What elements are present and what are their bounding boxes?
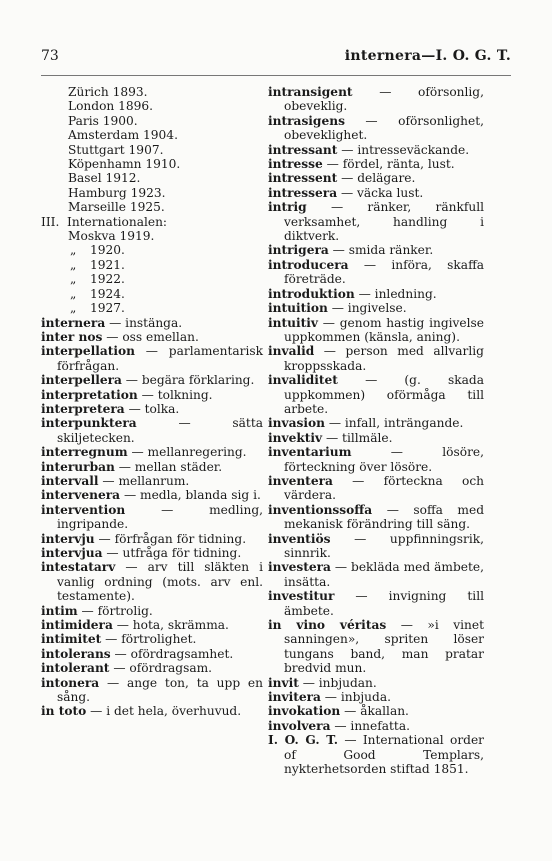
dictionary-entry <box>268 431 484 445</box>
dictionary-entry <box>268 157 484 171</box>
dictionary-entry <box>41 532 263 546</box>
dictionary-entry <box>268 690 484 704</box>
definition: — ränker, ränkfull verksamhet, handling i diktverk. <box>284 200 484 244</box>
definition: — oförsonlig, obeveklig. <box>284 85 484 114</box>
headword: invaliditet <box>268 373 338 388</box>
dictionary-entry <box>41 488 263 502</box>
headword: intrasigens <box>268 113 345 128</box>
headword: inventionssoffa <box>268 502 373 517</box>
headword: intervju <box>41 531 95 546</box>
dictionary-entry <box>41 330 263 344</box>
headword: interpellation <box>41 344 135 359</box>
headword: invektiv <box>268 430 323 445</box>
dictionary-entry <box>268 200 484 243</box>
dictionary-entry <box>41 388 263 402</box>
definition: — medla, blanda sig i. <box>120 488 261 503</box>
dictionary-entry <box>268 589 484 618</box>
headword: interpellera <box>41 373 122 388</box>
dictionary-entry <box>268 416 484 430</box>
headword: investera <box>268 560 331 575</box>
dictionary-entry <box>41 661 263 675</box>
congress-city: Köpenhamn 1910. <box>68 157 181 172</box>
ditto-mark: „ <box>70 257 77 272</box>
definition: — parlamentarisk förfrågan. <box>57 344 263 373</box>
dictionary-entry <box>268 719 484 733</box>
definition: — utfråga för tidning. <box>102 546 242 560</box>
headword: intestatarv <box>41 560 116 575</box>
definition: — införa, skaffa företräde. <box>284 257 484 287</box>
definition: — tillmäle. <box>322 430 393 445</box>
congress-city: Stuttgart 1907. <box>68 142 164 157</box>
right-column <box>268 85 484 777</box>
definition: — fördel, ränta, lust. <box>322 157 455 172</box>
definition: — väcka lust. <box>337 185 424 200</box>
dictionary-entry <box>268 301 484 315</box>
definition: — inbjuda. <box>320 690 391 705</box>
section-heading <box>41 215 263 229</box>
headword: introducera <box>268 257 349 272</box>
dictionary-entry <box>41 416 263 445</box>
congress-city: Basel 1912. <box>68 171 141 186</box>
headword: intrig <box>268 200 307 215</box>
headword: invokation <box>268 704 341 719</box>
page-header <box>41 48 511 70</box>
headword: interurban <box>41 459 115 474</box>
headword: in toto <box>41 704 87 719</box>
congress-city: Zürich 1893. <box>68 85 148 99</box>
definition: — intresseväckande. <box>337 142 470 157</box>
definition: — soffa med mekanisk förändring till säng. <box>284 502 484 532</box>
ditto-mark: „ <box>70 301 77 316</box>
headword: I. O. G. T. <box>268 733 339 748</box>
definition: — ange ton, ta upp en sång. <box>57 675 263 705</box>
definition: — delägare. <box>337 171 416 186</box>
dictionary-entry <box>41 344 263 373</box>
headword: involvera <box>268 718 331 733</box>
dictionary-entry <box>268 618 484 676</box>
headword: intolerant <box>41 661 110 676</box>
congress-year <box>41 272 263 286</box>
definition: — mellan städer. <box>114 459 223 474</box>
definition: — begära förklaring. <box>121 373 255 388</box>
dictionary-entry <box>268 474 484 503</box>
congress-city: London 1896. <box>68 99 154 114</box>
definition: — medling, ingripande. <box>57 502 263 532</box>
definition: — sätta skiljetecken. <box>57 416 263 445</box>
congress-year <box>41 258 263 272</box>
dictionary-entry <box>268 445 484 474</box>
headword: intervention <box>41 502 126 517</box>
ditto-mark: „ <box>70 272 77 287</box>
definition: — (g. skada uppkommen) oförmåga till arbete. <box>284 373 484 416</box>
dictionary-entry <box>268 243 484 257</box>
headword: intuition <box>268 301 328 316</box>
definition: — tolkning. <box>137 387 213 402</box>
headword: intonera <box>41 675 100 690</box>
headword: interpunktera <box>41 416 137 431</box>
definition: — invigning till ämbete. <box>284 589 484 618</box>
dictionary-entry <box>268 258 484 287</box>
ditto-mark: „ <box>70 286 77 301</box>
dictionary-entry <box>41 402 263 416</box>
headword: invitera <box>268 690 321 705</box>
dictionary-entry <box>268 316 484 345</box>
dictionary-entry <box>41 373 263 387</box>
headword: internera <box>41 315 106 330</box>
dictionary-entry <box>41 316 263 330</box>
definition: — oss emellan. <box>102 329 199 344</box>
dictionary-entry <box>41 704 263 718</box>
definition: — tolka. <box>124 401 180 416</box>
headword: in vino véritas <box>268 618 387 633</box>
definition: — »i vinet sanningen», spriten löser tungans band, man pratar bredvid mun. <box>284 618 484 676</box>
dictionary-entry <box>268 171 484 185</box>
congress-city: Hamburg 1923. <box>68 185 166 200</box>
headword: inter nos <box>41 329 103 344</box>
headword: intimidera <box>41 618 113 633</box>
headword: intransigent <box>268 85 353 99</box>
definition: — ofördragsam. <box>109 661 213 676</box>
headword: intrigera <box>268 243 329 258</box>
definition: — inbjudan. <box>298 675 377 690</box>
headword: introduktion <box>268 286 355 301</box>
year-value: 1920. <box>90 243 125 258</box>
headword: inventera <box>268 473 333 488</box>
dictionary-entry <box>268 344 484 373</box>
definition: — förteckna och värdera. <box>284 473 484 503</box>
dictionary-entry <box>41 676 263 705</box>
definition: — instänga. <box>105 315 183 330</box>
dictionary-entry <box>41 460 263 474</box>
headword: interpretation <box>41 387 138 402</box>
headword: intervall <box>41 473 99 488</box>
dictionary-entry <box>268 704 484 718</box>
headword: intressera <box>268 185 338 200</box>
dictionary-entry <box>41 546 263 560</box>
headword: inventarium <box>268 445 352 460</box>
congress-year <box>41 287 263 301</box>
dictionary-entry <box>268 373 484 416</box>
dictionary-entry <box>268 560 484 589</box>
headword: intervjua <box>41 546 103 560</box>
headword: invasion <box>268 416 325 431</box>
definition: — hota, skrämma. <box>112 618 229 633</box>
congress-city: Marseille 1925. <box>68 200 165 215</box>
dictionary-entry <box>268 114 484 143</box>
headword: intresse <box>268 157 323 172</box>
dictionary-entry <box>41 647 263 661</box>
congress-year <box>41 243 263 257</box>
definition: — lösöre, förteckning över lösöre. <box>284 445 484 474</box>
definition: — förtrolig. <box>77 603 153 618</box>
headword: intressent <box>268 171 338 186</box>
headword: invalid <box>268 344 315 359</box>
dictionary-entry <box>41 560 263 603</box>
year-value: 1922. <box>90 272 125 287</box>
dictionary-entry <box>268 143 484 157</box>
year-value: 1924. <box>90 286 125 301</box>
page-number: 73 <box>41 48 59 64</box>
definition: — mellanregering. <box>127 445 247 460</box>
ditto-mark: „ <box>70 243 77 258</box>
definition: — åkallan. <box>340 704 409 719</box>
definition: — International order of Good Templars, nykterhetsorden stiftad 1851. <box>284 733 484 777</box>
headword: intuitiv <box>268 315 318 330</box>
header-rule <box>41 75 511 76</box>
dictionary-entry <box>268 287 484 301</box>
year-value: 1921. <box>90 257 125 272</box>
headword: investitur <box>268 589 335 604</box>
year-value: 1927. <box>90 301 125 316</box>
running-head: internera—I. O. G. T. <box>344 48 511 64</box>
dictionary-entry <box>268 676 484 690</box>
congress-city: Moskva 1919. <box>68 229 155 244</box>
headword: inventiös <box>268 531 331 546</box>
headword: invit <box>268 675 299 690</box>
dictionary-entry <box>41 503 263 532</box>
definition: — innefatta. <box>330 718 410 733</box>
definition: — smida ränker. <box>328 243 434 258</box>
definition: — ofördragsamhet. <box>110 646 234 661</box>
headword: intressant <box>268 142 338 157</box>
dictionary-entry <box>268 85 484 114</box>
dictionary-entry <box>268 503 484 532</box>
dictionary-entry <box>41 632 263 646</box>
headword: interpretera <box>41 401 125 416</box>
section-number: III. <box>41 214 60 229</box>
headword: interregnum <box>41 445 128 460</box>
dictionary-entry <box>41 618 263 632</box>
dictionary-entry <box>41 445 263 459</box>
definition: — person med allvarlig kroppsskada. <box>284 344 484 373</box>
dictionary-entry <box>41 604 263 618</box>
headword: intimitet <box>41 632 102 647</box>
definition: — mellanrum. <box>98 473 190 488</box>
congress-city: Paris 1900. <box>68 113 138 128</box>
definition: — i det hela, överhuvud. <box>86 704 242 719</box>
congress-city: Amsterdam 1904. <box>68 128 178 143</box>
definition: — genom hastig ingivelse uppkommen (känsla, aning). <box>284 315 484 344</box>
headword: intolerans <box>41 646 111 661</box>
dictionary-entry <box>41 474 263 488</box>
definition: — förtrolighet. <box>101 632 197 647</box>
definition: — arv till släkten i vanlig ordning (mots. arv enl. testamente). <box>57 560 263 604</box>
dictionary-entry <box>268 186 484 200</box>
definition: — bekläda med ämbete, insätta. <box>284 560 484 589</box>
headword: intim <box>41 603 78 618</box>
section-title: Internationalen: <box>67 214 168 229</box>
definition: — oförsonlighet, obeveklighet. <box>284 113 484 143</box>
left-column <box>41 85 263 719</box>
definition: — infall, inträngande. <box>324 416 464 431</box>
congress-year <box>41 301 263 315</box>
definition: — ingivelse. <box>327 301 407 316</box>
definition: — uppfinningsrik, sinnrik. <box>284 531 484 560</box>
dictionary-entry <box>268 532 484 561</box>
definition: — förfrågan för tidning. <box>94 531 247 546</box>
definition: — inledning. <box>354 286 437 301</box>
headword: intervenera <box>41 488 121 503</box>
dictionary-entry <box>268 733 484 776</box>
